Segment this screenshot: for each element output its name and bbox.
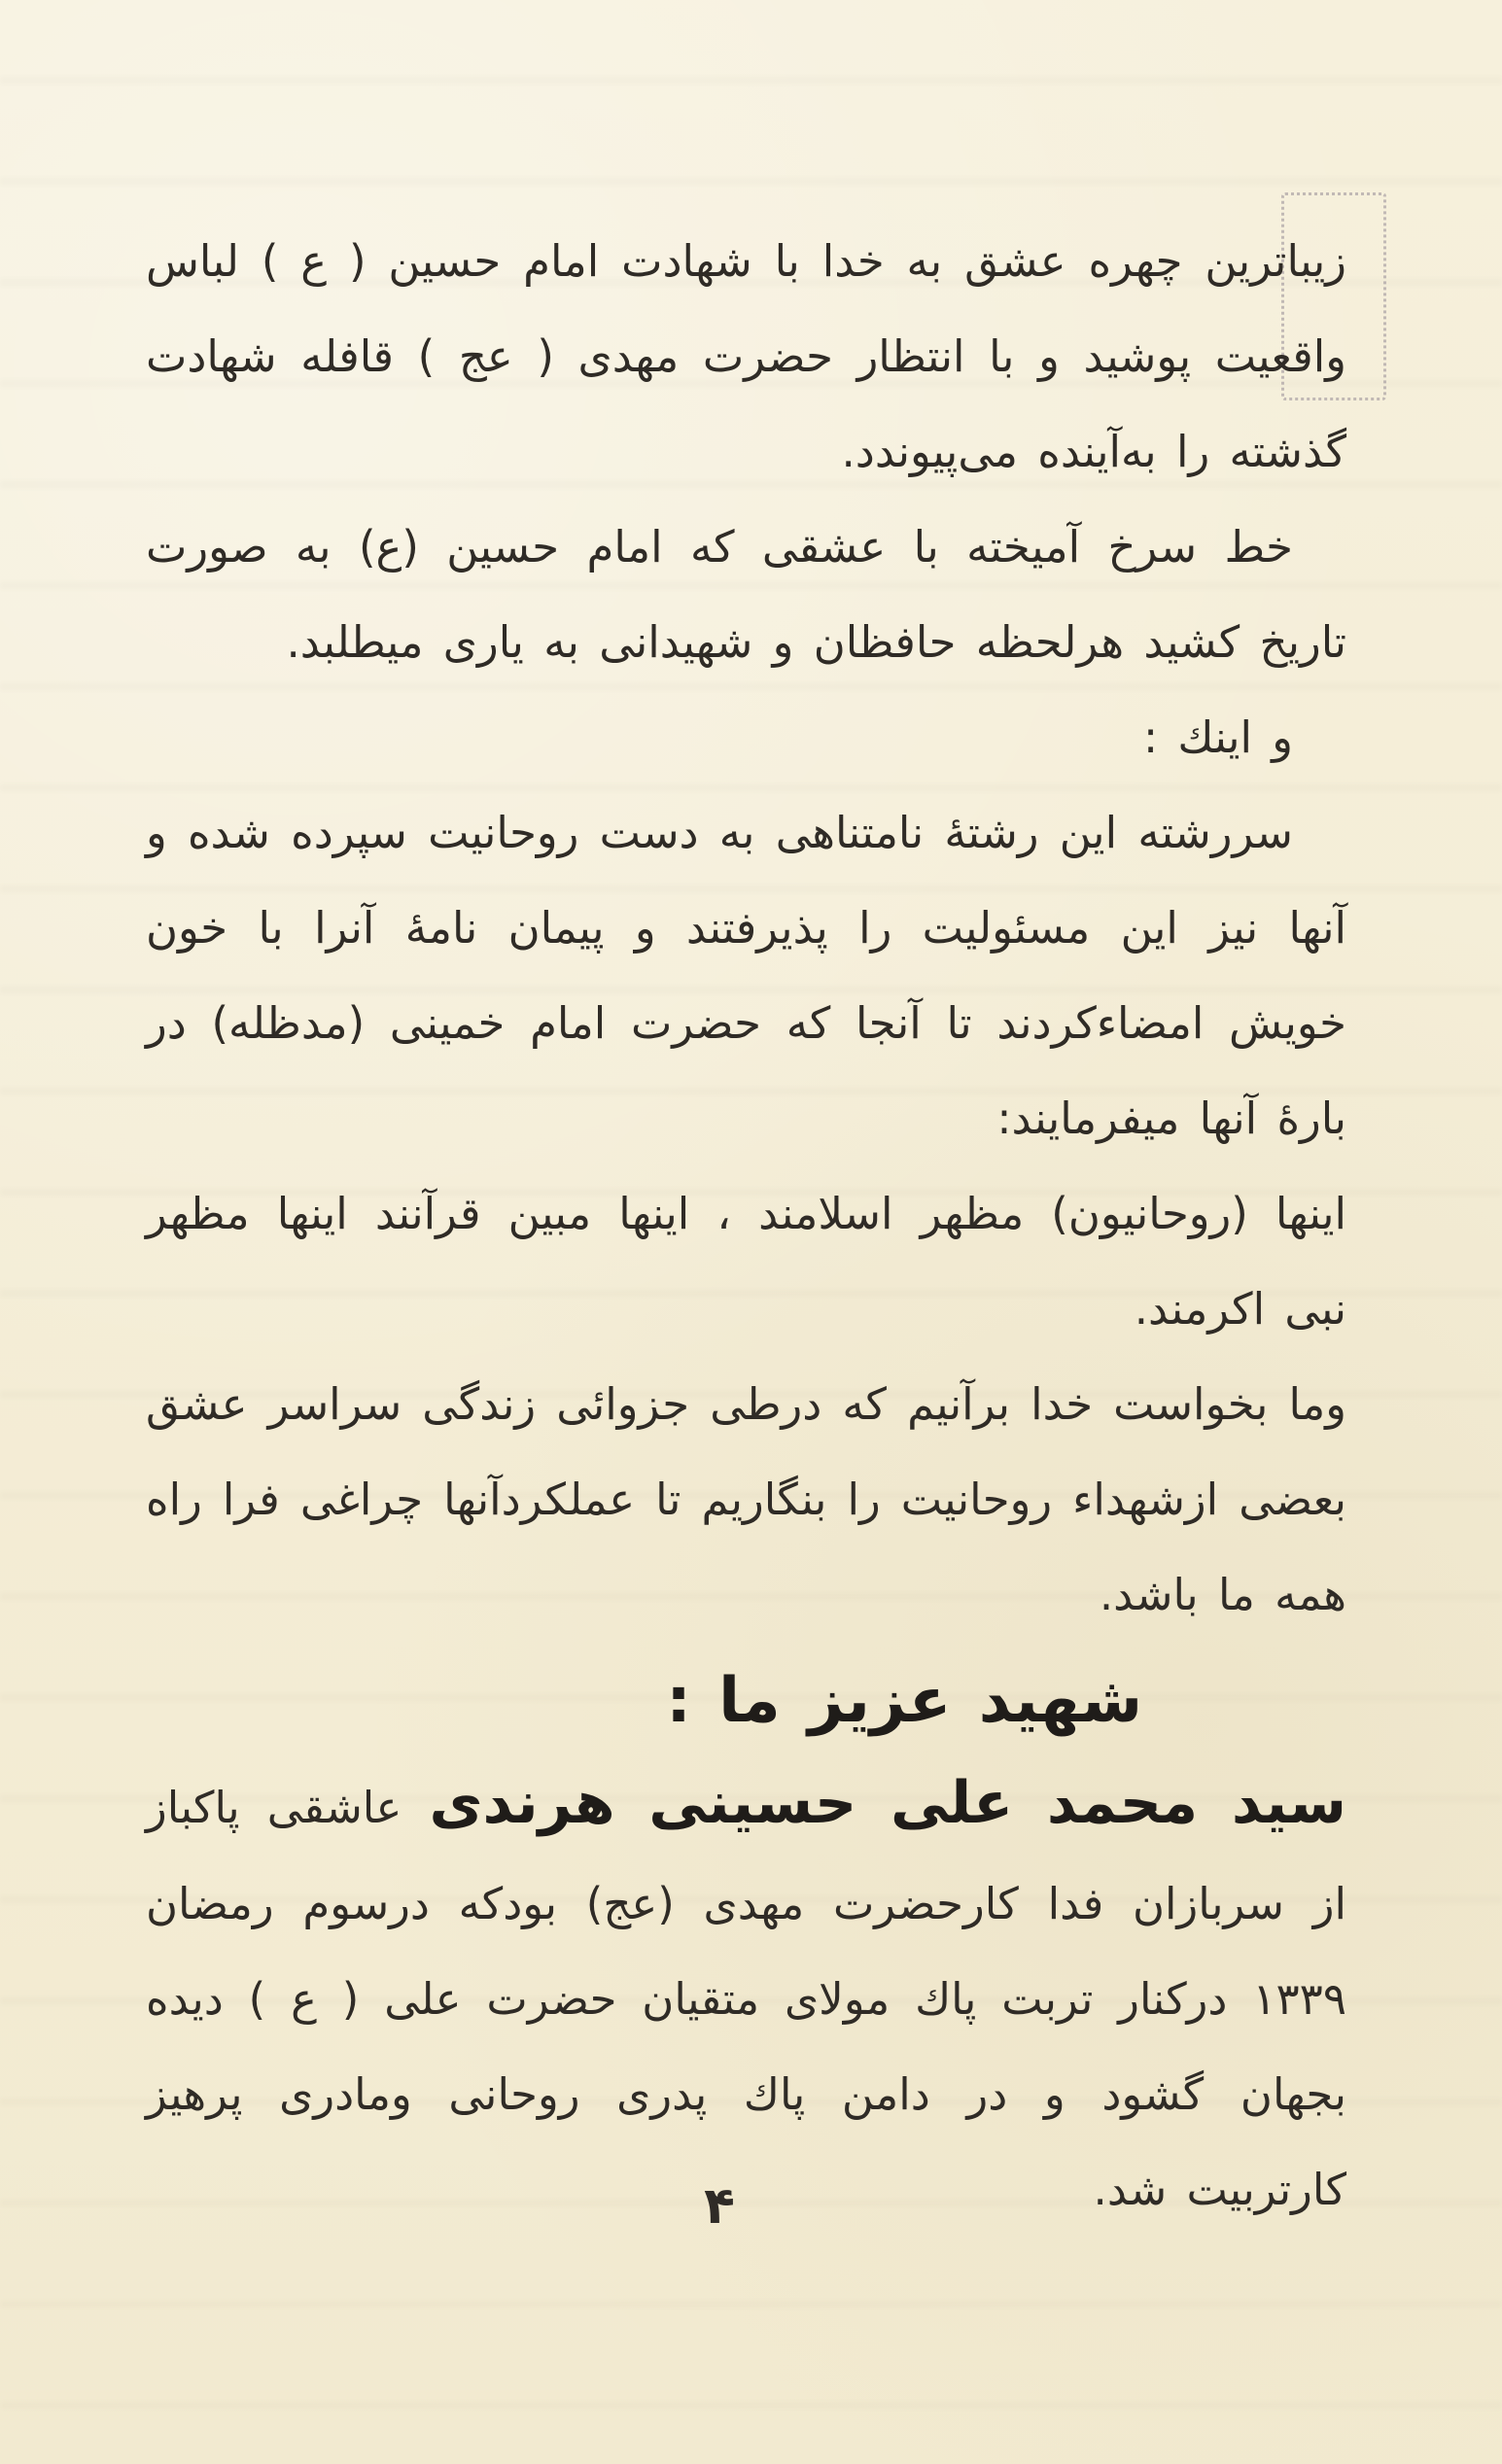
paragraph-3: و اینك : <box>1142 711 1293 763</box>
paragraph-6: وما بخواست خدا برآنیم که درطی جزوائی زندگی سراسر عشق بعضی ازشهداء روحانیت را بنگاریم تا عملکردآنها چراغی فرا راه همه ما باشد. <box>146 1378 1346 1620</box>
page-content <box>146 214 1346 2238</box>
martyr-intro: عاشقی پاکباز از <box>146 1782 1346 1929</box>
martyr-name: سید محمد علی حسینی هرندی <box>429 1769 1346 1837</box>
page-number: ۴ <box>704 2177 735 2236</box>
paragraph-5: اینها (روحانیون) مظهر اسلامند ، اینها مبین قرآنند اینها مظهر نبی اکرمند. <box>146 1188 1346 1335</box>
martyr-biography <box>146 1750 1346 2238</box>
paragraph-2: خط سرخ آمیخته با عشقی که امام حسین (ع) به صورت تاریخ کشید هرلحظه حافظان و شهیدانی به یاری میطلبد. <box>146 521 1346 668</box>
martyr-bio-text: سربازان فدا کارحضرت مهدی (عج) بودکه درسوم رمضان ۱۳۳۹ درکنار تربت پاك مولای متقیان حضرت علی ( ع ) دیده بجهان گشود و در دامن پاك پدری روحانی ومادری پرهیز کارتربیت شد. <box>146 1878 1346 2215</box>
paragraph-4: سررشته این رشتهٔ نامتناهی به دست روحانیت سپرده شده و آنها نیز این مسئولیت را پذیرفتند و پیمان نامهٔ آنرا با خون خویش امضاءکردند تا آنجا که حضرت امام خمینی (مدظله) در بارهٔ آنها میفرمایند: <box>146 807 1346 1144</box>
paragraph-1: زیباترین چهره عشق به خدا با شهادت امام حسین ( ع ) لباس واقعیت پوشید و با انتظار حضرت مهدی ( عج ) قافله شهادت گذشته را به‌آینده می‌پیوندد. <box>146 235 1346 477</box>
martyr-heading: شهید عزیز ما : <box>666 1665 1142 1737</box>
